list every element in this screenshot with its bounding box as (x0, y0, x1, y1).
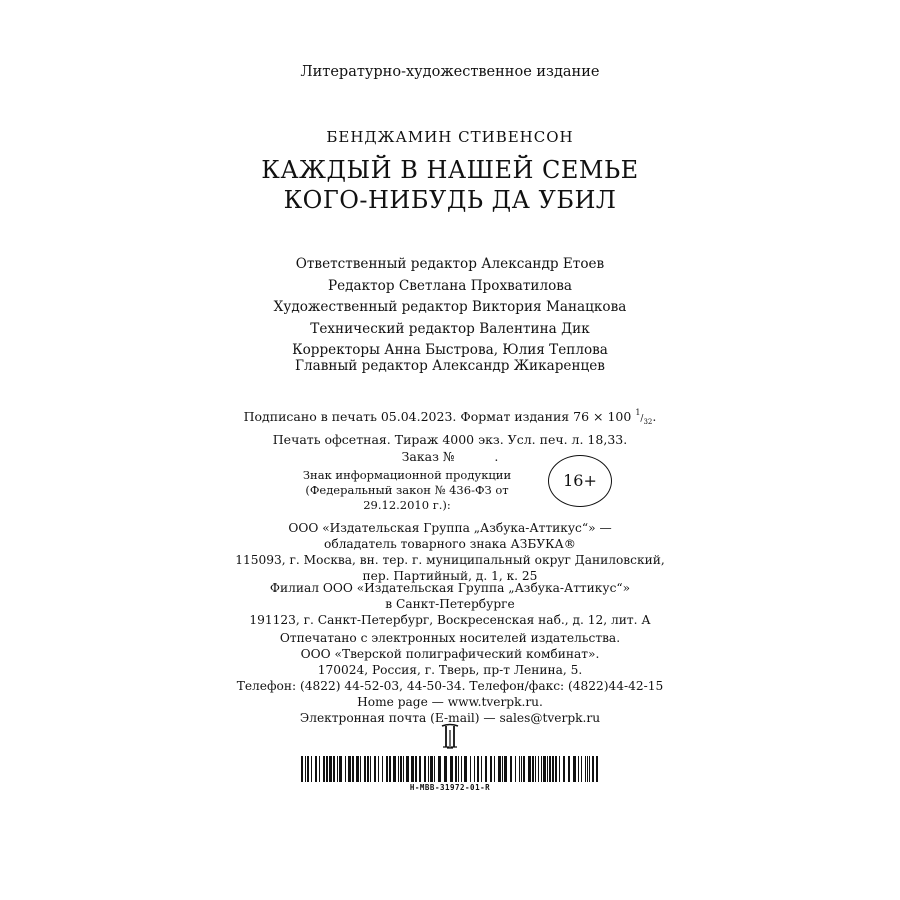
barcode-bar (587, 756, 588, 782)
barcode-bar (464, 756, 467, 782)
barcode-bar (528, 756, 531, 782)
barcode-bar (360, 756, 361, 782)
barcode-bar (370, 756, 371, 782)
info-mark-line-2: (Федеральный закон № 436-ФЗ от 29.12.2010 г.): (305, 483, 509, 512)
barcode-bar (434, 756, 435, 782)
book-title-line-1: КАЖДЫЙ В НАШЕЙ СЕМЬЕ (261, 156, 639, 184)
barcode-bar (573, 756, 576, 782)
barcode-bar (400, 756, 402, 782)
barcode-bar (378, 756, 379, 782)
barcode-bar (382, 756, 383, 782)
barcode-bar (333, 756, 335, 782)
barcode-bar (438, 756, 441, 782)
barcode-bar (339, 756, 342, 782)
credit-line: Ответственный редактор Александр Етоев (295, 256, 605, 272)
barcode-bar (589, 756, 590, 782)
barcode-bar (502, 756, 503, 782)
author-name: БЕНДЖАМИН СТИВЕНСОН (326, 128, 574, 146)
printing-line-2: Печать офсетная. Тираж 4000 экз. Усл. печ. л. 18,33. (272, 432, 628, 447)
barcode-text: H-MBB-31972-01-R (409, 783, 491, 792)
barcode-bar (532, 756, 534, 782)
format-numerator: 1 (635, 408, 641, 417)
publisher-line: 115093, г. Москва, вн. тер. г. муниципальный округ Даниловский, (235, 553, 665, 567)
barcode-bar (477, 756, 479, 782)
barcode-bar (406, 756, 409, 782)
printer-logo-icon (438, 722, 462, 750)
printer-line: Home page — www.tverpk.ru. (357, 695, 543, 709)
publisher-line: ООО «Издательская Группа „Азбука-Аттикус“» — (288, 521, 612, 535)
barcode-bar (348, 756, 351, 782)
barcode-bar (515, 756, 516, 782)
barcode-bar (461, 756, 462, 782)
barcode-bar (367, 756, 369, 782)
barcode-bar (543, 756, 546, 782)
barcode-bar (549, 756, 551, 782)
barcode-bar (490, 756, 492, 782)
barcode-bar (521, 756, 522, 782)
barcode-bar (307, 756, 309, 782)
book-title-line-2: КОГО-НИБУДЬ ДА УБИЛ (283, 186, 617, 214)
barcode-bar (419, 756, 421, 782)
barcode-bar (552, 756, 554, 782)
barcode-bar (393, 756, 396, 782)
printer-line: 170024, Россия, г. Тверь, пр-т Ленина, 5. (317, 663, 583, 677)
barcode-bar (592, 756, 594, 782)
barcode-bar (541, 756, 542, 782)
barcode-bar (559, 756, 560, 782)
barcode-bar (458, 756, 459, 782)
barcode-bar (498, 756, 501, 782)
barcode-bar (424, 756, 426, 782)
barcode-bar (596, 756, 598, 782)
printer-line: Телефон: (4822) 44-52-03, 44-50-34. Телефон/факс: (4822)44-42-15 (236, 679, 664, 693)
barcode-bar (455, 756, 457, 782)
barcode-bar (538, 756, 539, 782)
barcode-bar (485, 756, 487, 782)
credit-line: Художественный редактор Виктория Манацкова (273, 299, 627, 315)
filial-line: Филиал ООО «Издательская Группа „Азбука-Аттикус“» (269, 581, 631, 595)
barcode-bar (305, 756, 306, 782)
barcode-bar (563, 756, 565, 782)
barcode-bar (494, 756, 495, 782)
barcode-bar (374, 756, 376, 782)
publisher-line: обладатель товарного знака АЗБУКА® (324, 537, 576, 551)
barcode-bar (444, 756, 447, 782)
barcode-bar (568, 756, 570, 782)
publisher-line: пер. Партийный, д. 1, к. 25 (362, 569, 538, 583)
barcode-bar (470, 756, 471, 782)
info-mark-label (272, 468, 542, 513)
filial-line: 191123, г. Санкт-Петербург, Воскресенская наб., д. 12, лит. А (249, 613, 651, 627)
barcode-bar (585, 756, 586, 782)
barcode-bar (474, 756, 475, 782)
credit-line: Технический редактор Валентина Дик (310, 320, 590, 337)
info-mark-line-1: Знак информационной продукции (302, 468, 512, 482)
barcode-bar (481, 756, 482, 782)
barcode-bar (578, 756, 579, 782)
barcode-bar (523, 756, 525, 782)
barcode-bar (337, 756, 338, 782)
printing-text-1: Подписано в печать 05.04.2023. Формат издания 76 × 100 (243, 409, 632, 424)
barcode-bar (415, 756, 417, 782)
barcode-bar (345, 756, 346, 782)
barcode-bar (323, 756, 325, 782)
printer-line: ООО «Тверской полиграфический комбинат». (300, 647, 600, 661)
format-denominator: 32 (643, 418, 653, 426)
printing-info (0, 404, 900, 465)
barcode-bar (450, 756, 453, 782)
barcode-bar (386, 756, 388, 782)
barcode-bar (364, 756, 366, 782)
barcode-bar (398, 756, 399, 782)
barcode-bar (315, 756, 317, 782)
credits-list (0, 254, 900, 362)
credit-line: Редактор Светлана Прохватилова (327, 277, 573, 294)
printing-line-1: Подписано в печать 05.04.2023. Формат издания 76 × 100 $^1/_{32}$. (243, 408, 657, 426)
barcode-bar (547, 756, 548, 782)
barcode-bar (403, 756, 404, 782)
printer-info (0, 630, 900, 726)
format-fraction: $^1/_{32}$ (635, 408, 653, 426)
printer-line: Электронная почта (E-mail) — sales@tverpk.ru (299, 711, 601, 725)
age-rating-badge: 16+ (548, 455, 612, 507)
credit-line: Корректоры Анна Быстрова, Юлия Теплова (292, 342, 608, 358)
barcode-bar (356, 756, 359, 782)
barcode-bar (301, 756, 303, 782)
barcode-bar (326, 756, 328, 782)
barcode-bar (430, 756, 433, 782)
barcode (301, 756, 599, 782)
barcode-bar (311, 756, 312, 782)
barcode-bar (389, 756, 391, 782)
filial-line: в Санкт-Петербурге (385, 597, 515, 611)
filial-info (0, 580, 900, 628)
barcode-bar (555, 756, 557, 782)
barcode-bar (428, 756, 429, 782)
publisher-info (0, 520, 900, 584)
barcode-bar (510, 756, 512, 782)
printer-line: Отпечатано с электронных носителей издательства. (279, 631, 621, 645)
barcode-bar (319, 756, 320, 782)
barcode-bar (535, 756, 536, 782)
printing-line-3: Заказ № . (401, 449, 499, 464)
barcode-bar (519, 756, 520, 782)
barcode-bar (504, 756, 507, 782)
barcode-bar (411, 756, 414, 782)
chief-editor: Главный редактор Александр Жикаренцев (295, 358, 605, 374)
barcode-bar (352, 756, 354, 782)
barcode-bar (581, 756, 582, 782)
edition-type: Литературно-художественное издание (300, 64, 600, 80)
barcode-bar (329, 756, 332, 782)
